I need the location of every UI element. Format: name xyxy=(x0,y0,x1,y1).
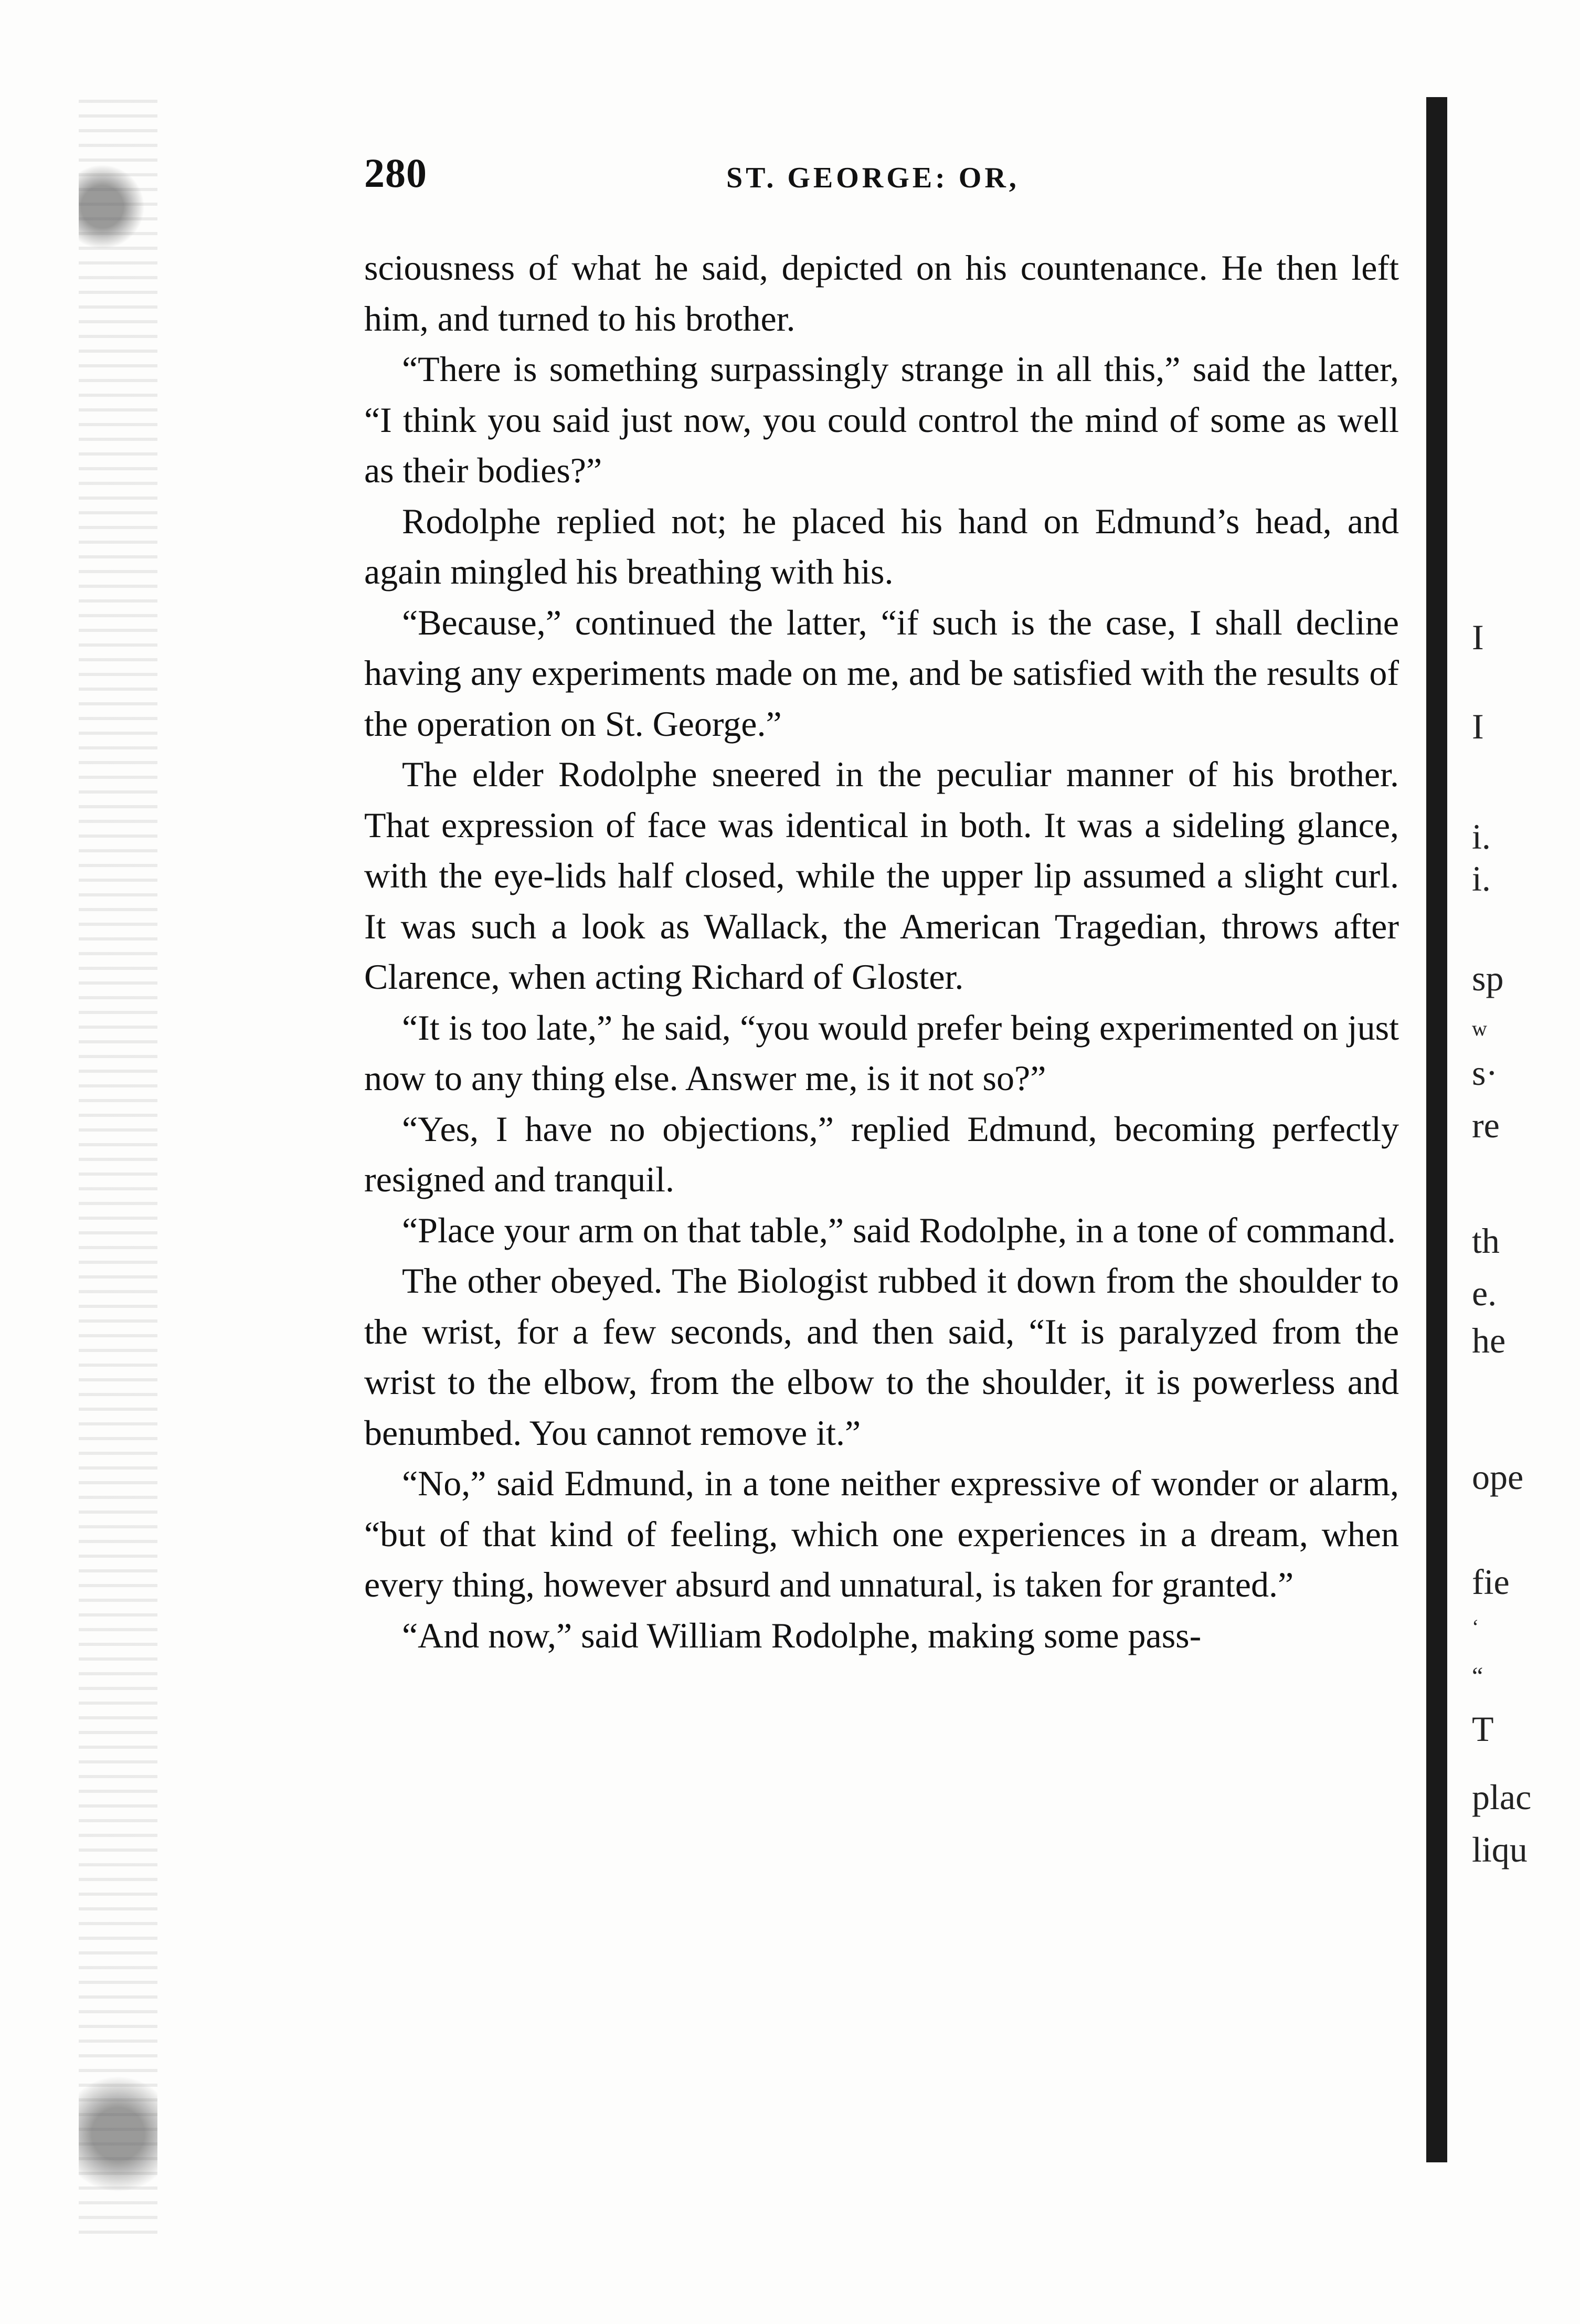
fragment-text: sp xyxy=(1472,958,1504,998)
facing-page-fragment xyxy=(1472,619,1580,1879)
running-head: ST. GEORGE: OR, xyxy=(726,162,1020,194)
fragment-text: i. xyxy=(1472,859,1491,899)
fragment-text: th xyxy=(1472,1221,1500,1261)
paragraph: “No,” said Edmund, in a tone neither expressive of wonder or alarm, “but of that kind of feeling, which one experiences in a dream, when every thing, however absurd and unnatural, is taken for granted.” xyxy=(364,1463,1399,1604)
fragment-text: liqu xyxy=(1472,1830,1528,1869)
fragment-text: re xyxy=(1472,1105,1500,1145)
fragment-text: s· xyxy=(1472,1053,1498,1093)
fragment-text: I xyxy=(1472,706,1484,746)
paragraph: “Because,” continued the latter, “if such is the case, I shall decline having any experiments made on me, and be satisfied with the results of the operation on St. George.” xyxy=(364,602,1399,744)
paragraph: “Place your arm on that table,” said Rodolphe, in a tone of command. xyxy=(402,1210,1396,1250)
page-number: 280 xyxy=(364,150,427,196)
fragment-text: e. xyxy=(1472,1273,1497,1313)
fragment-text: fie xyxy=(1472,1562,1510,1602)
fragment-text: ‘ xyxy=(1472,1615,1479,1639)
paragraph: “And now,” said William Rodolphe, making some pass- xyxy=(402,1615,1202,1655)
page-header xyxy=(364,150,1403,207)
paragraph: sciousness of what he said, depicted on his countenance. He then left him, and turned to his brother. xyxy=(364,248,1399,339)
fragment-text: “ xyxy=(1472,1662,1483,1690)
paragraph: Rodolphe replied not; he placed his hand on Edmund’s head, and again mingled his breathing with his. xyxy=(364,501,1399,591)
page-gutter-shadow xyxy=(1426,97,1447,2162)
fragment-text: he xyxy=(1472,1321,1506,1360)
fragment-text: ope xyxy=(1472,1457,1524,1497)
paragraph: The elder Rodolphe sneered in the peculiar manner of his brother. That expression of face was identical in both. It was a sideling glance, with the eye-lids half closed, while the upper lip assumed a slight curl. It was such a look as Wallack, the American Tragedian, throws after Clarence, when acting Richard of Gloster. xyxy=(364,754,1399,997)
fragment-text: plac xyxy=(1472,1777,1532,1817)
paragraph: “It is too late,” he said, “you would prefer being experimented on just now to any thing else. Answer me, is it not so?” xyxy=(364,1007,1399,1098)
paragraph: The other obeyed. The Biologist rubbed it down from the shoulder to the wrist, for a few seconds, and then said, “It is paralyzed from the wrist to the elbow, from the elbow to the shoulder, it is powerless and benumbed. You cannot remove it.” xyxy=(364,1261,1399,1453)
fragment-text: i. xyxy=(1472,817,1491,857)
paragraph: “Yes, I have no objections,” replied Edmund, becoming perfectly resigned and tranquil. xyxy=(364,1108,1399,1199)
paragraph: “There is something surpassingly strange in all this,” said the latter, “I think you said just now, you could control the mind of some as well as their bodies?” xyxy=(364,349,1399,490)
scan-edge-noise xyxy=(79,100,157,2241)
fragment-text: I xyxy=(1472,617,1484,657)
fragment-text: w xyxy=(1472,1017,1487,1040)
fragment-text: T xyxy=(1472,1709,1494,1749)
body-text xyxy=(364,242,1399,1661)
